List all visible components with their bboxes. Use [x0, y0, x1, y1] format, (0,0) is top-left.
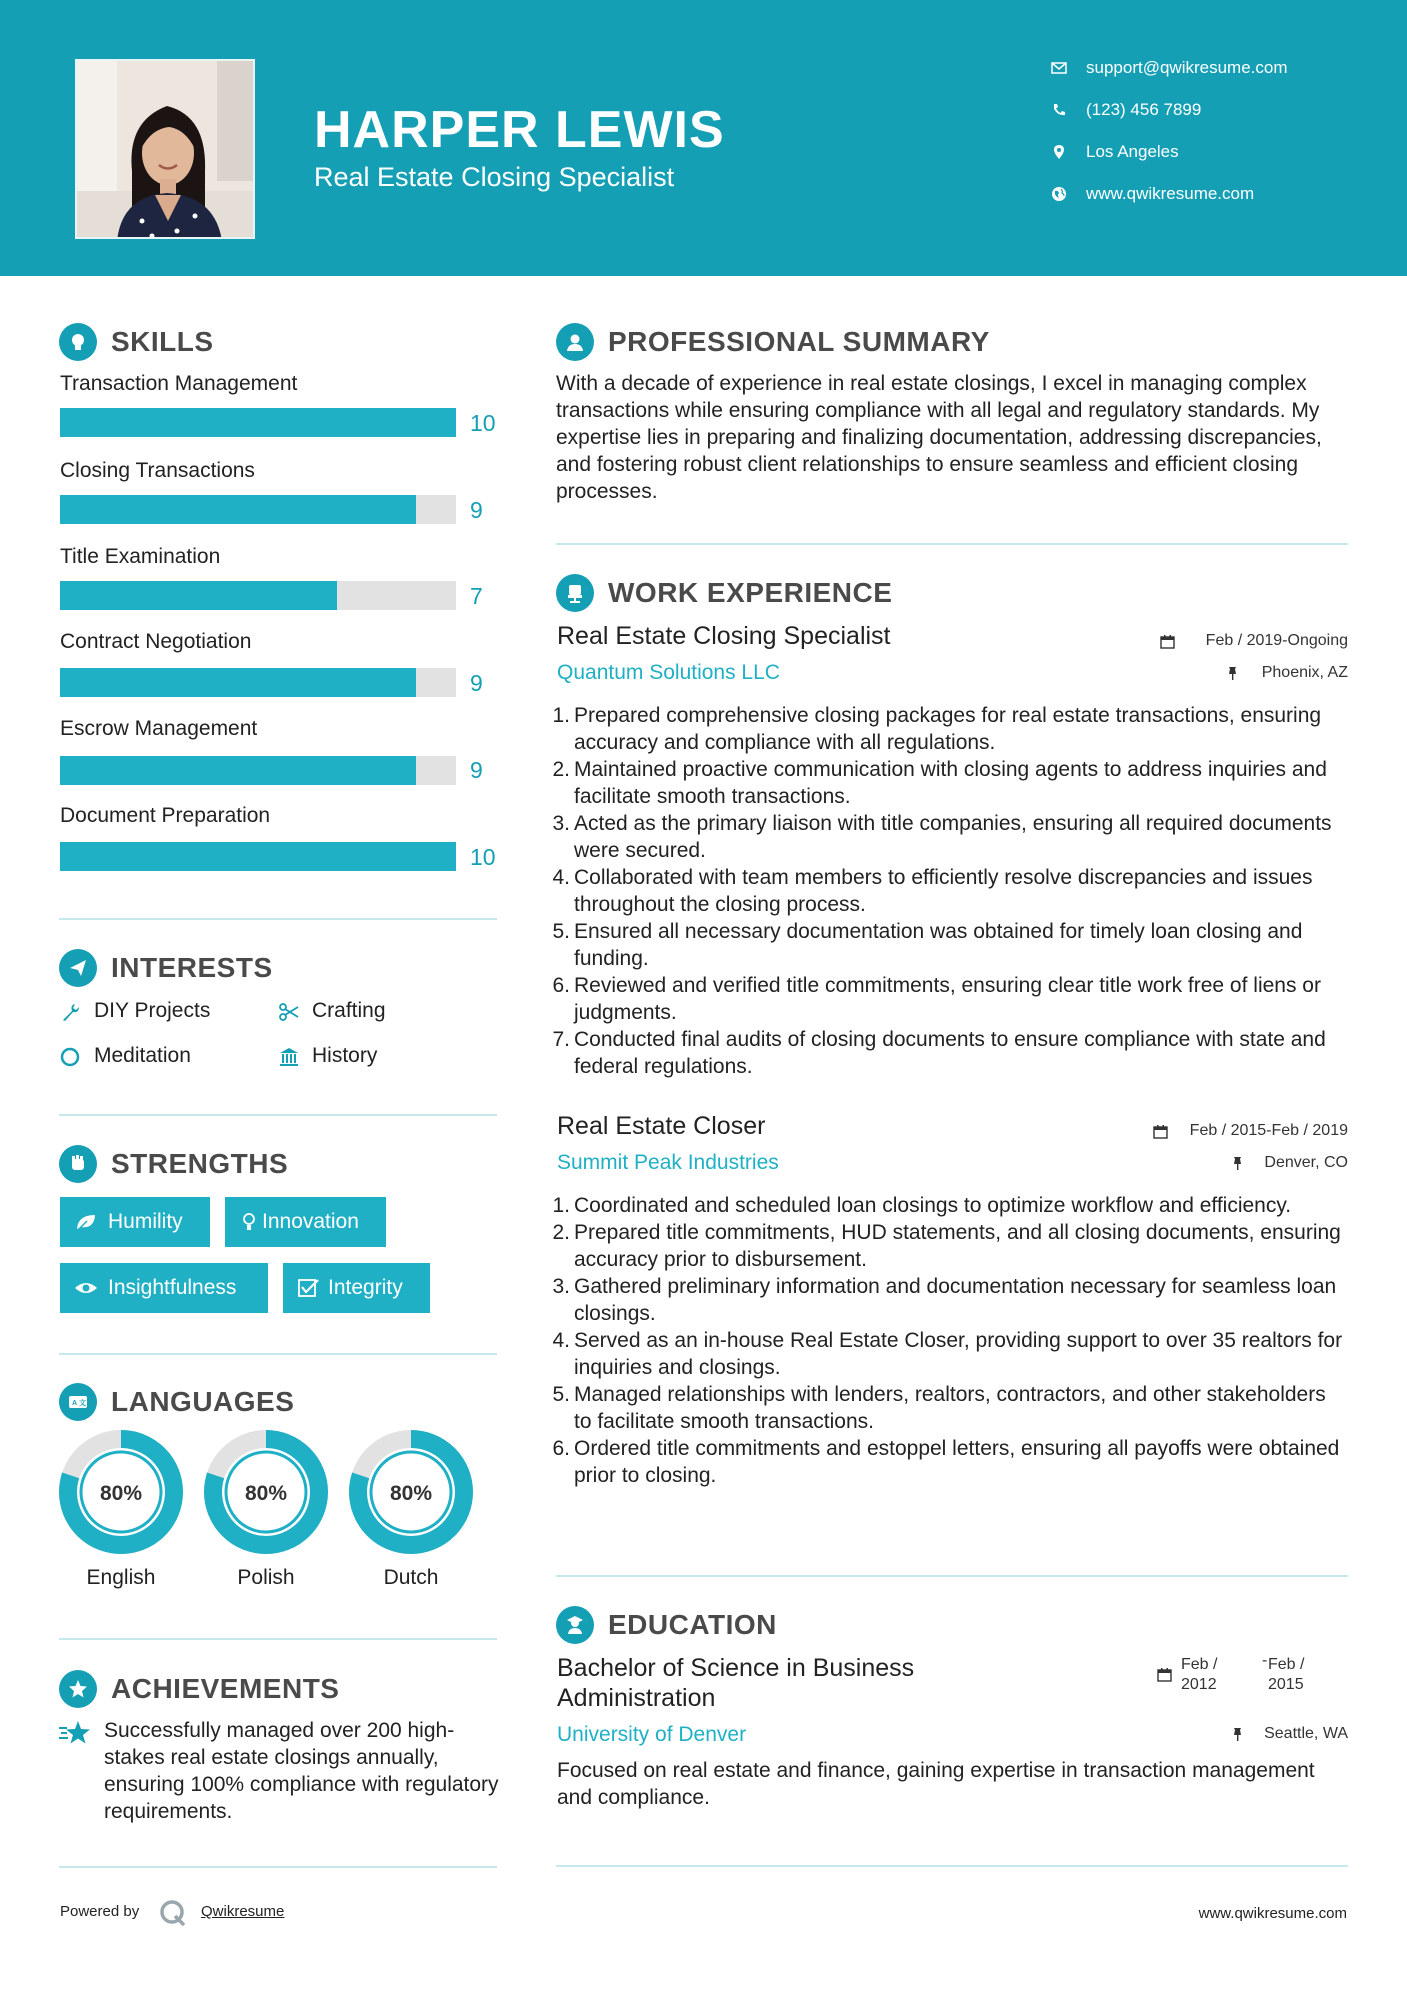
duty-text: Ensured all necessary documentation was obtained for timely loan closing and funding. — [574, 920, 1303, 970]
duty-item — [556, 972, 1346, 1026]
job-location-text: Denver, CO — [1264, 1154, 1348, 1171]
section-divider — [556, 543, 1348, 545]
section-divider — [59, 1353, 497, 1355]
skill-bar-fill — [60, 842, 456, 871]
contact-website-text: www.qwikresume.com — [1086, 184, 1255, 203]
achievement-text: Successfully managed over 200 high-stakes real estate closings annually, ensuring 100% compliance with regulatory requirements. — [104, 1719, 499, 1823]
job-title: Real Estate Closing Specialist — [557, 622, 891, 650]
duty-item — [556, 1219, 1346, 1273]
section-divider — [59, 1114, 497, 1116]
interest-item — [278, 1044, 478, 1072]
eye-icon — [74, 1277, 98, 1299]
user-icon — [556, 323, 594, 361]
calendar-icon — [1157, 1667, 1172, 1682]
job-location — [1230, 1154, 1348, 1172]
map-pin-icon — [1050, 143, 1068, 161]
donut-percent: 80% — [389, 1482, 433, 1505]
section-divider — [556, 1575, 1348, 1577]
strength-label: Innovation — [262, 1210, 359, 1233]
scissors-icon — [278, 1001, 300, 1023]
duty-item — [556, 1026, 1346, 1080]
education-description: Focused on real estate and finance, gaining expertise in transaction management and compliance. — [557, 1759, 1315, 1809]
skill-label: Closing Transactions — [60, 459, 255, 482]
interest-label: Crafting — [312, 999, 386, 1022]
duty-item — [556, 1381, 1346, 1435]
duties-list — [556, 1192, 1346, 1489]
duty-item — [556, 702, 1346, 756]
section-divider — [59, 918, 497, 920]
skill-bar — [60, 842, 456, 871]
skill-value: 7 — [470, 583, 483, 609]
pushpin-icon — [1230, 1727, 1245, 1742]
duty-item — [556, 1435, 1346, 1489]
school-name: University of Denver — [557, 1723, 747, 1746]
duty-text: Maintained proactive communication with closing agents to address inquiries and facilitate smooth transactions. — [574, 758, 1327, 808]
duty-text: Gathered preliminary information and documentation necessary for seamless loan closings. — [574, 1275, 1337, 1325]
calendar-icon — [1160, 634, 1175, 649]
strength-label: Humility — [108, 1210, 183, 1233]
skill-bar-fill — [60, 495, 416, 524]
language-donut — [349, 1430, 473, 1554]
experience-title: WORK EXPERIENCE — [608, 577, 893, 608]
powered-by-text: Powered by — [60, 1903, 140, 1920]
profile-photo — [75, 59, 255, 239]
duty-item — [556, 1192, 1346, 1219]
skill-label: Document Preparation — [60, 804, 271, 827]
duty-text: Managed relationships with lenders, realtors, contractors, and other stakeholders to facilitate smooth transactions. — [574, 1383, 1326, 1433]
duty-item — [556, 864, 1346, 918]
duty-text: Prepared title commitments, HUD statements, and all closing documents, ensuring accuracy prior to disbursement. — [574, 1221, 1341, 1271]
interest-item — [278, 999, 478, 1027]
strength-label: Insightfulness — [108, 1276, 237, 1299]
job-location — [1225, 664, 1348, 682]
education-location-text: Seattle, WA — [1264, 1725, 1348, 1742]
donut-percent: 80% — [244, 1482, 288, 1505]
job-dates — [1160, 632, 1348, 650]
duty-text: Coordinated and scheduled loan closings to optimize workflow and efficiency. — [574, 1194, 1292, 1217]
museum-icon — [278, 1046, 300, 1068]
date-separator: - — [1262, 1652, 1268, 1669]
skill-bar — [60, 581, 456, 610]
lightbulb-icon — [59, 323, 97, 361]
achievements-title: ACHIEVEMENTS — [111, 1673, 340, 1704]
education-end-date: Feb / 2015 — [1268, 1656, 1305, 1693]
star-badge-icon — [59, 1670, 97, 1708]
leaf-icon — [74, 1211, 98, 1233]
job-dates — [1153, 1122, 1348, 1140]
strengths-title: STRENGTHS — [111, 1148, 289, 1179]
section-divider — [59, 1638, 497, 1640]
strength-chip — [225, 1197, 386, 1247]
stars-icon — [59, 1719, 91, 1745]
company-name: Quantum Solutions LLC — [557, 661, 780, 684]
graduate-icon — [556, 1606, 594, 1644]
interest-label: History — [312, 1044, 378, 1067]
strength-chip — [60, 1197, 210, 1247]
duty-text: Reviewed and verified title commitments, ensuring clear title work free of liens or judgments. — [574, 974, 1321, 1024]
phone-icon — [1050, 101, 1068, 119]
language-label: Dutch — [383, 1566, 439, 1589]
skill-label: Contract Negotiation — [60, 630, 252, 653]
candidate-role: Real Estate Closing Specialist — [314, 162, 675, 192]
checkbox-icon — [297, 1277, 321, 1299]
skill-label: Escrow Management — [60, 717, 258, 740]
interest-item — [60, 999, 260, 1027]
language-donut — [204, 1430, 328, 1554]
skill-bar-fill — [60, 581, 337, 610]
brand-link[interactable]: Qwikresume — [201, 1903, 285, 1920]
candidate-name: HARPER LEWIS — [314, 101, 725, 159]
pushpin-icon — [1225, 666, 1240, 681]
skill-bar-fill — [60, 408, 456, 437]
skill-label: Title Examination — [60, 545, 221, 568]
company-name: Summit Peak Industries — [557, 1151, 779, 1174]
fist-icon — [59, 1145, 97, 1183]
skill-value: 9 — [470, 497, 483, 523]
portrait-image — [77, 61, 255, 239]
wrench-icon — [60, 1001, 82, 1023]
degree-title: Bachelor of Science in Business Administration — [557, 1654, 915, 1712]
skill-value: 10 — [470, 844, 496, 870]
languages-title: LANGUAGES — [111, 1386, 295, 1417]
strength-chip — [60, 1263, 268, 1313]
skill-bar-fill — [60, 756, 416, 785]
skill-bar — [60, 495, 456, 524]
lightbulb-icon — [239, 1211, 263, 1233]
skills-title: SKILLS — [111, 326, 214, 357]
interest-item — [60, 1044, 260, 1072]
donut-percent: 80% — [99, 1482, 143, 1505]
job-dates-text: Feb / 2019-Ongoing — [1205, 632, 1348, 649]
envelope-icon — [1050, 59, 1068, 77]
qwikresume-logo-icon — [158, 1898, 188, 1928]
skill-value: 10 — [470, 410, 496, 436]
globe-icon — [1050, 185, 1068, 203]
contact-email-text: support@qwikresume.com — [1086, 58, 1288, 77]
circle-icon — [60, 1046, 82, 1068]
duty-text: Acted as the primary liaison with title companies, ensuring all required documents were secured. — [574, 812, 1332, 862]
language-icon — [59, 1383, 97, 1421]
duty-item — [556, 1327, 1346, 1381]
duty-item — [556, 756, 1346, 810]
education-location — [1230, 1725, 1348, 1743]
skill-value: 9 — [470, 670, 483, 696]
section-divider — [59, 1866, 497, 1868]
summary-title: PROFESSIONAL SUMMARY — [608, 326, 990, 357]
skill-bar — [60, 668, 456, 697]
contact-phone-text: (123) 456 7899 — [1086, 100, 1202, 119]
skill-bar — [60, 756, 456, 785]
duty-item — [556, 810, 1346, 864]
strength-label: Integrity — [328, 1276, 403, 1299]
language-label: English — [86, 1566, 156, 1589]
skill-bar — [60, 408, 456, 437]
skill-value: 9 — [470, 757, 483, 783]
duty-text: Collaborated with team members to efficiently resolve discrepancies and issues throughout the closing process. — [574, 866, 1313, 916]
job-location-text: Phoenix, AZ — [1261, 664, 1348, 681]
briefcase-chair-icon — [556, 574, 594, 612]
header-banner — [0, 0, 1407, 276]
svg-text:A: A — [72, 1400, 78, 1407]
paper-plane-icon — [59, 949, 97, 987]
strength-chip — [283, 1263, 430, 1313]
interests-title: INTERESTS — [111, 952, 273, 983]
footer-website[interactable]: www.qwikresume.com — [1198, 1905, 1347, 1922]
education-title: EDUCATION — [608, 1609, 777, 1640]
language-label: Polish — [237, 1566, 295, 1589]
language-donut — [59, 1430, 183, 1554]
section-divider — [556, 1865, 1348, 1867]
duty-text: Prepared comprehensive closing packages for real estate transactions, ensuring accuracy and compliance with all regulations. — [574, 704, 1322, 754]
skill-label: Transaction Management — [60, 372, 298, 395]
job-dates-text: Feb / 2015-Feb / 2019 — [1189, 1122, 1348, 1139]
svg-text:文: 文 — [79, 1400, 86, 1407]
calendar-icon — [1153, 1124, 1168, 1139]
interest-label: DIY Projects — [94, 999, 211, 1022]
interest-label: Meditation — [94, 1044, 191, 1067]
duty-text: Ordered title commitments and estoppel letters, ensuring all payoffs were obtained prior to closing. — [574, 1437, 1340, 1487]
duty-item — [556, 1273, 1346, 1327]
duty-text: Served as an in-house Real Estate Closer, providing support to over 35 realtors for inquiries and closings. — [574, 1329, 1343, 1379]
pushpin-icon — [1230, 1156, 1245, 1171]
job-title: Real Estate Closer — [557, 1112, 766, 1140]
duty-text: Conducted final audits of closing documents to ensure compliance with state and federal regulations. — [574, 1028, 1326, 1078]
skill-bar-fill — [60, 668, 416, 697]
duty-item — [556, 918, 1346, 972]
duties-list — [556, 702, 1346, 1080]
contact-location-text: Los Angeles — [1086, 142, 1179, 161]
education-start-date: Feb / 2012 — [1181, 1656, 1218, 1693]
summary-text: With a decade of experience in real estate closings, I excel in managing complex transactions while ensuring compliance with all legal and regulatory standards. My expertise lies in preparing and finalizing documentation, addressing discrepancies, and fostering robust client relationships to ensure seamless and efficient closing processes. — [556, 372, 1322, 503]
